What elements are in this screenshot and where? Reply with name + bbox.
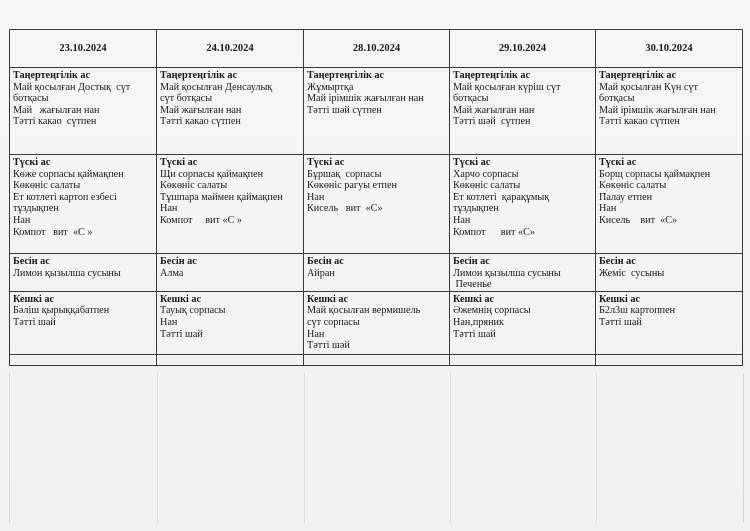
dish-line: ботқасы: [599, 93, 635, 105]
dish-line: Тәтті шәй: [307, 340, 350, 352]
dish-line: Компот вит «С»: [453, 226, 536, 238]
meal-title: Кешкі ас: [453, 293, 494, 305]
breakfast-row: [10, 68, 743, 155]
breakfast-cell: [10, 68, 157, 155]
dish-line: Компот вит «С »: [160, 214, 243, 226]
dish-line: Май қосылған күріш сүт: [453, 81, 561, 93]
dinner-cell: [450, 291, 596, 354]
dish-line: ботқасы: [453, 93, 489, 105]
snack-cell: [157, 254, 304, 292]
dish-line: Лимон қызылша сусыны: [453, 267, 561, 279]
dish-line: Көкөніс салаты: [453, 180, 521, 192]
dish-line: Тәтті какао сүтпен: [13, 116, 97, 128]
dish-line: Бұршақ сорпасы: [307, 168, 382, 180]
dish-line: тұздықпен: [453, 203, 499, 215]
dish-line: Май қосылған Күн сүт: [599, 81, 698, 93]
dinner-cell: [596, 291, 743, 354]
meal-title: Түскі ас: [599, 157, 637, 168]
date-header: 29.10.2024: [450, 30, 596, 68]
lunch-cell: [450, 155, 596, 254]
dish-line: Май қосылған Денсаулық: [160, 81, 273, 93]
date-header-row: [10, 30, 743, 68]
meal-title: Түскі ас: [160, 157, 198, 168]
dish-line: сүт сорпасы: [307, 316, 360, 328]
dinner-cell: [10, 291, 157, 354]
dish-line: Лимон қызылша сусыны: [13, 267, 121, 279]
breakfast-cell: [157, 68, 304, 155]
lunch-cell: [596, 155, 743, 254]
dish-line: Тауық сорпасы: [160, 305, 226, 317]
dish-line: Печенье: [453, 279, 492, 291]
breakfast-cell: [596, 68, 743, 155]
dish-line: Кисель вит «С»: [307, 203, 383, 215]
dish-line: Нан,пряник: [453, 316, 504, 328]
date-header: 28.10.2024: [304, 30, 450, 68]
dish-line: Жеміс сусыны: [599, 267, 665, 279]
dish-line: Борщ сорпасы қаймақпен: [599, 168, 711, 180]
meal-title: Кешкі ас: [160, 293, 201, 305]
dish-line: Көкөніс салаты: [599, 180, 667, 192]
meal-title: Түскі ас: [13, 157, 51, 168]
dish-line: ботқасы: [13, 93, 49, 105]
snack-row: [10, 254, 743, 292]
snack-cell: [596, 254, 743, 292]
dish-line: Көкөніс салаты: [160, 180, 228, 192]
dish-line: Ет котлеті қарақұмық: [453, 191, 550, 203]
date-header: 24.10.2024: [157, 30, 304, 68]
dish-line: Б2л3ш картоппен: [599, 305, 676, 317]
dish-line: Бәліш қырыққабатпен: [13, 305, 110, 317]
dish-line: Нан: [160, 316, 178, 328]
dish-line: Нан: [160, 203, 178, 215]
meal-title: Түскі ас: [307, 157, 345, 168]
faded-bleedthrough-area: [9, 373, 744, 523]
dish-line: Палау етпен: [599, 191, 653, 203]
dish-line: Жұмыртқа: [307, 81, 354, 93]
meal-title: Таңертеңгілік ас: [160, 70, 237, 81]
dish-line: Нан: [307, 191, 325, 203]
dish-line: Щи сорпасы қаймақпен: [160, 168, 264, 180]
meal-title: Кешкі ас: [307, 293, 348, 305]
dish-line: Тәтті какао сүтпен: [160, 116, 241, 128]
dish-line: Алма: [160, 267, 184, 279]
dish-line: тұздықпен: [13, 203, 59, 215]
meal-title: Бесін ас: [13, 256, 50, 267]
meal-title: Бесін ас: [307, 256, 344, 267]
snack-cell: [10, 254, 157, 292]
dish-line: Май жағылған нан: [160, 104, 242, 116]
breakfast-cell: [450, 68, 596, 155]
dish-line: Нан: [453, 214, 471, 226]
lunch-cell: [10, 155, 157, 254]
dish-line: Кисель вит «С»: [599, 214, 678, 226]
dish-line: Тәтті шәй сүтпен: [307, 104, 382, 116]
dish-line: Айран: [307, 267, 335, 279]
meal-title: Кешкі ас: [599, 293, 640, 305]
dinner-cell: [304, 291, 450, 354]
dish-line: Май ірімшік жағылған нан: [307, 93, 424, 105]
meal-title: Таңертеңгілік ас: [599, 70, 676, 81]
menu-table: [9, 29, 743, 366]
date-header: 30.10.2024: [596, 30, 743, 68]
dish-line: Тәтті какао сүтпен: [599, 116, 680, 128]
empty-row: [10, 354, 743, 365]
dish-line: Тәтті шай: [453, 328, 496, 340]
dish-line: Нан: [599, 203, 617, 215]
dish-line: Әжемнің сорпасы: [453, 305, 531, 317]
dish-line: Тәтті шәй сүтпен: [453, 116, 531, 128]
dish-line: Көкөніс рагуы етпен: [307, 180, 397, 192]
dinner-row: [10, 291, 743, 354]
lunch-cell: [157, 155, 304, 254]
dish-line: Компот вит «С »: [13, 226, 93, 238]
dish-line: Тәтті шай: [599, 316, 642, 328]
dish-line: Көкөніс салаты: [13, 180, 81, 192]
dish-line: Тұшпара маймен қаймақпен: [160, 191, 283, 203]
snack-cell: [304, 254, 450, 292]
dish-line: Харчо сорпасы: [453, 168, 519, 180]
lunch-row: [10, 155, 743, 254]
dinner-cell: [157, 291, 304, 354]
dish-line: сүт ботқасы: [160, 93, 213, 105]
dish-line: Май ірімшік жағылған нан: [599, 104, 716, 116]
meal-title: Бесін ас: [599, 256, 636, 267]
dish-line: Тәтті шай: [160, 328, 203, 340]
dish-line: Көже сорпасы қаймақпен: [13, 168, 124, 180]
meal-title: Таңертеңгілік ас: [307, 70, 384, 81]
meal-title: Кешкі ас: [13, 293, 54, 305]
breakfast-cell: [304, 68, 450, 155]
meal-title: Таңертеңгілік ас: [13, 70, 90, 81]
dish-line: Ет котлеті картоп езбесі: [13, 191, 117, 203]
meal-title: Түскі ас: [453, 157, 491, 168]
dish-line: Май қосылған Достық сүт: [13, 81, 131, 93]
dish-line: Нан: [307, 328, 325, 340]
dish-line: Май жағылған нан: [453, 104, 535, 116]
dish-line: Нан: [13, 214, 31, 226]
lunch-cell: [304, 155, 450, 254]
meal-title: Бесін ас: [160, 256, 197, 267]
dish-line: Май қосылған вермишель: [307, 305, 421, 317]
meal-title: Таңертеңгілік ас: [453, 70, 530, 81]
meal-title: Бесін ас: [453, 256, 490, 267]
dish-line: Май жағылған нан: [13, 104, 100, 116]
date-header: 23.10.2024: [10, 30, 157, 68]
dish-line: Тәтті шай: [13, 316, 56, 328]
snack-cell: [450, 254, 596, 292]
